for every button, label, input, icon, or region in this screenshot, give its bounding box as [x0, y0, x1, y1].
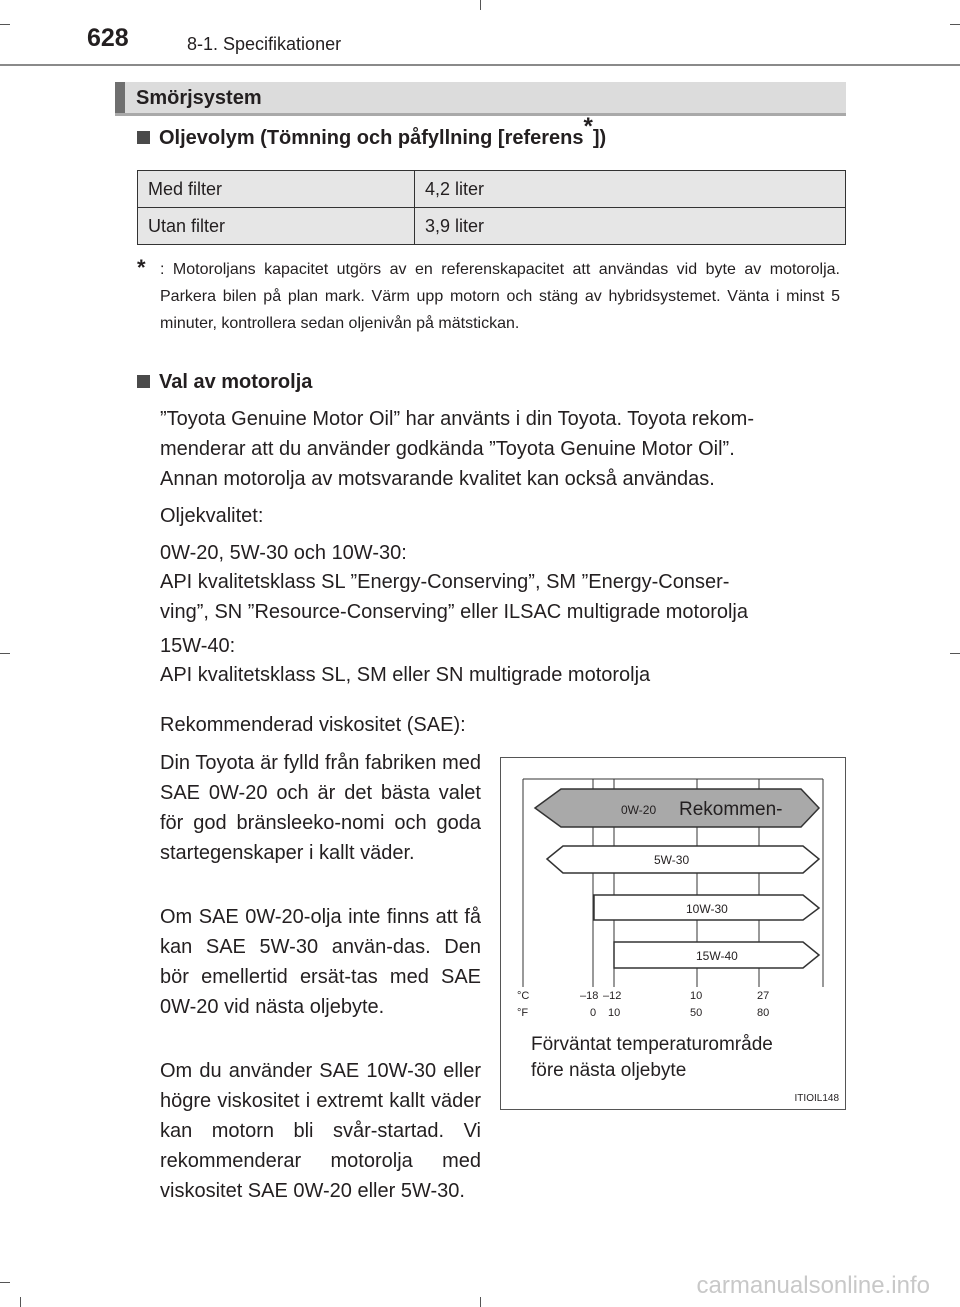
oil-volume-heading: [137, 113, 607, 150]
intro-line: Annan motorolja av motsvarande kvalitet kan också användas.: [160, 468, 715, 490]
oil-volume-heading-text: Oljevolym (Tömning och påfyllning [referens: [159, 127, 584, 149]
page-number: 628: [87, 24, 129, 52]
section-header: [115, 82, 846, 116]
tick-c: 27: [757, 990, 770, 1002]
reference-star: *: [583, 113, 593, 141]
table-cell-value: 4,2 liter: [415, 171, 846, 208]
tick-f: 50: [690, 1007, 703, 1019]
arrow-label-5w30: 5W-30: [654, 853, 690, 867]
oil-selection-heading: [137, 371, 312, 394]
figure-caption-line: Förväntat temperaturområde: [531, 1034, 773, 1055]
table-row: [138, 208, 846, 245]
tick-c: 10: [690, 990, 703, 1002]
tick-f: 0: [590, 1007, 597, 1019]
table-cell-value: 3,9 liter: [415, 208, 846, 245]
crop-mark: [20, 1297, 21, 1307]
crop-mark: [0, 653, 10, 654]
arrow-label-10w30: 10W-30: [686, 902, 728, 916]
oil-selection-heading-text: Val av motorolja: [159, 371, 313, 393]
intro-line: ”Toyota Genuine Motor Oil” har använts i din Toyota. Toyota rekom-: [160, 408, 754, 430]
alternative-oil-paragraph: Om SAE 0W-20-olja inte finns att få kan SAE 5W-30 använ-das. Den bör emellertid ersät-tas med SAE 0W-20 vid nästa oljebyte.: [160, 906, 481, 1018]
crop-mark: [0, 1282, 10, 1283]
factory-fill-paragraph: Din Toyota är fylld från fabriken med SAE 0W-20 och är det bästa valet för god bränsleeko-nomi och goda startegenskaper i kallt väder.: [160, 752, 481, 864]
table-cell-label: Med filter: [138, 171, 415, 208]
crop-mark: [950, 653, 960, 654]
grade-b-spec: API kvalitetsklass SL, SM eller SN multigrade motorolja: [160, 664, 651, 686]
grade-a-spec: [160, 567, 841, 627]
viscosity-label: Rekommenderad viskositet (SAE):: [160, 714, 466, 736]
figure-caption-line: före nästa oljebyte: [531, 1060, 687, 1081]
unit-fahrenheit: °F: [517, 1007, 529, 1019]
footnote-text: : Motoroljans kapacitet utgörs av en referenskapacitet att användas vid byte av motorolja. Parkera bilen på plan mark. Värm upp motorn och stäng av hybridsystemet. Vänta i minst 5 minuter, kontrollera sedan oljenivån på mätstickan.: [160, 261, 840, 332]
grade-a-title: 0W-20, 5W-30 och 10W-30:: [160, 542, 407, 564]
figure-id: ITIOIL148: [794, 1093, 839, 1104]
tick-c: –12: [603, 990, 622, 1002]
footnote-marker: *: [137, 255, 146, 280]
chapter-title: 8-1. Specifikationer: [187, 34, 342, 54]
header-divider: [0, 64, 960, 66]
grade-a-line: ving”, SN ”Resource-Conserving” eller ILSAC multigrade motorolja: [160, 601, 748, 623]
oil-quality-label: Oljekvalitet:: [160, 505, 264, 527]
table-row: [138, 171, 846, 208]
arrow-note-recommended: Rekommen-: [679, 799, 783, 820]
unit-celsius: °C: [517, 990, 530, 1002]
section-accent: [115, 82, 125, 113]
arrow-label-15w40: 15W-40: [696, 949, 738, 963]
tick-f: 80: [757, 1007, 770, 1019]
oil-volume-table: [137, 170, 846, 245]
grade-a-line: API kvalitetsklass SL ”Energy-Conserving”, SM ”Energy-Conser-: [160, 571, 730, 593]
crop-mark: [480, 0, 481, 10]
crop-mark: [950, 24, 960, 25]
arrow-label-0w20: 0W-20: [621, 803, 657, 817]
tick-c: –18: [580, 990, 599, 1002]
square-bullet-icon: [137, 131, 150, 144]
footnote: [137, 256, 840, 337]
square-bullet-icon: [137, 375, 150, 388]
crop-mark: [0, 24, 10, 25]
oil-volume-heading-end: ]): [592, 127, 607, 149]
section-title: Smörjsystem: [136, 87, 262, 109]
grade-b-title: 15W-40:: [160, 635, 236, 657]
viscosity-diagram: [500, 757, 846, 1110]
crop-mark: [480, 1297, 481, 1307]
intro-paragraph: [160, 404, 841, 494]
cold-start-paragraph: Om du använder SAE 10W-30 eller högre viskositet i extremt kallt väder kan motorn bli svår-startad. Vi rekommenderar motorolja med viskositet SAE 0W-20 eller 5W-30.: [160, 1060, 481, 1202]
watermark: carmanualsonline.info: [696, 1272, 930, 1299]
intro-line: menderar att du använder godkända ”Toyota Genuine Motor Oil”.: [160, 438, 735, 460]
tick-f: 10: [608, 1007, 621, 1019]
table-cell-label: Utan filter: [138, 208, 415, 245]
figure-caption: [531, 1032, 773, 1084]
